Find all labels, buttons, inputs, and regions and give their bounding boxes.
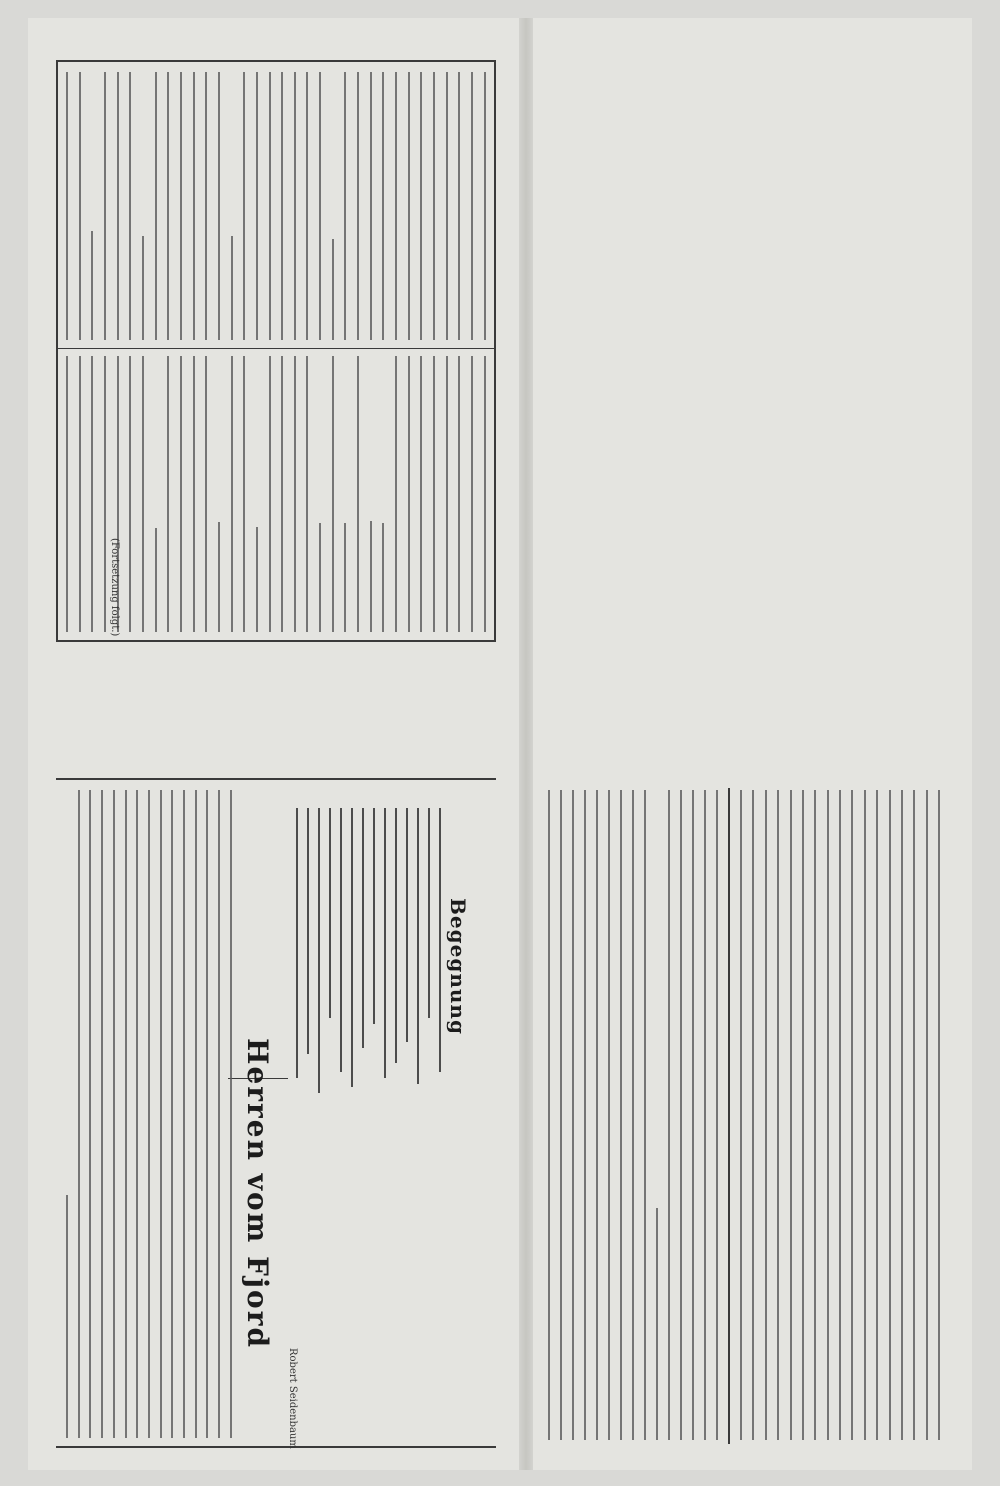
text-line [231,356,233,632]
text-line [193,72,195,340]
text-line [218,522,220,632]
text-line [129,356,131,632]
text-line [218,72,220,340]
text-line [78,790,80,1438]
text-line [814,790,816,1440]
text-line [790,790,792,1440]
text-line [281,72,283,340]
text-line [218,790,220,1438]
text-line [420,72,422,340]
text-line [839,790,841,1440]
text-line [395,356,397,632]
text-line [471,356,473,632]
poem-author: Robert Seidenbaum [287,1348,298,1449]
text-line [692,790,694,1440]
poem-line [307,808,309,1054]
column-divider-left [56,348,496,349]
text-line [901,790,903,1440]
text-line [644,790,646,1440]
text-line [79,72,81,340]
text-line [802,790,804,1440]
text-line [66,1195,68,1438]
text-column-left-upper [66,72,486,340]
text-line [142,356,144,632]
text-line [357,356,359,632]
rule-left-edge [56,60,58,642]
text-line [243,72,245,340]
rule-top-left [56,60,496,62]
text-line [765,790,767,1440]
text-line [269,72,271,340]
text-line [206,790,208,1438]
text-line [446,356,448,632]
text-line [171,790,173,1438]
text-line [395,72,397,340]
text-line [484,356,486,632]
text-line [160,790,162,1438]
text-line [560,790,562,1440]
text-line [231,236,233,340]
rule-bottom-left-block [56,640,496,642]
text-line [913,790,915,1440]
text-line [294,356,296,632]
poem-line [318,808,320,1093]
text-line [827,790,829,1440]
text-line [851,790,853,1440]
text-line [938,790,940,1440]
rule-poem-top [56,778,496,780]
right-page-divider [728,788,730,1444]
text-line [104,72,106,340]
text-line [596,790,598,1440]
rule-page-bottom [56,1446,496,1448]
text-line [370,521,372,632]
text-line [471,72,473,340]
poem-line [439,808,441,1072]
text-line [205,356,207,632]
continuation-note: (Fortsetzung folgt.) [109,538,120,637]
text-column-left-lower [66,356,486,632]
text-line [344,72,346,340]
poem-line [417,808,419,1084]
poem-line [428,808,430,1018]
text-column-right-a [548,790,718,1440]
text-line [408,356,410,632]
text-line [889,790,891,1440]
text-line [142,236,144,340]
text-line [155,528,157,632]
text-line [167,72,169,340]
text-line [656,1208,658,1440]
text-column-right-b [740,790,940,1440]
text-line [256,72,258,340]
text-line [183,790,185,1438]
text-line [205,72,207,340]
text-line [332,239,334,340]
text-line [864,790,866,1440]
text-line [926,790,928,1440]
text-line [752,790,754,1440]
text-line [357,72,359,340]
story-title: Herren vom Fjord [241,1038,274,1350]
text-line [101,790,103,1438]
poem-line [351,808,353,1087]
text-line [319,523,321,632]
poem-line [406,808,408,1042]
text-line [281,356,283,632]
text-line [458,72,460,340]
text-line [876,790,878,1440]
text-line [129,72,131,340]
text-line [180,356,182,632]
text-line [370,72,372,340]
text-line [66,356,68,632]
text-line [89,790,91,1438]
text-line [433,72,435,340]
text-line [680,790,682,1440]
text-line [269,356,271,632]
text-line [382,523,384,632]
poem-line [384,808,386,1078]
text-line [148,790,150,1438]
text-line [632,790,634,1440]
poem-line [362,808,364,1048]
text-line [113,790,115,1438]
text-line [104,356,106,632]
text-line [306,356,308,632]
poem-line [296,808,298,1078]
text-line [344,523,346,632]
story-text-column [66,790,232,1438]
text-line [243,356,245,632]
text-line [668,790,670,1440]
poem-line [395,808,397,1063]
text-line [332,356,334,632]
text-line [420,356,422,632]
text-line [548,790,550,1440]
page-fold [519,18,533,1470]
text-line [125,790,127,1438]
text-line [91,231,93,340]
text-line [306,72,308,340]
text-line [716,790,718,1440]
text-line [584,790,586,1440]
text-line [79,356,81,632]
text-line [180,72,182,340]
text-line [740,790,742,1440]
text-line [704,790,706,1440]
text-line [572,790,574,1440]
poem-line [373,808,375,1024]
poem-line [329,808,331,1018]
rule-right-edge [494,60,496,642]
text-line [446,72,448,340]
text-line [195,790,197,1438]
text-line [91,356,93,632]
text-line [193,356,195,632]
text-line [256,527,258,632]
text-line [136,790,138,1438]
text-line [155,72,157,340]
poem-line [340,808,342,1072]
poem-title: Begegnung [446,898,470,1035]
text-line [319,72,321,340]
text-line [620,790,622,1440]
text-line [66,72,68,340]
text-line [777,790,779,1440]
text-line [484,72,486,340]
text-line [382,72,384,340]
text-line [433,356,435,632]
text-line [294,72,296,340]
text-line [230,790,232,1438]
newspaper-sheet [28,18,972,1470]
text-line [117,72,119,340]
text-line [408,72,410,340]
poem-text [296,808,456,1108]
text-line [608,790,610,1440]
text-line [167,356,169,632]
text-line [458,356,460,632]
